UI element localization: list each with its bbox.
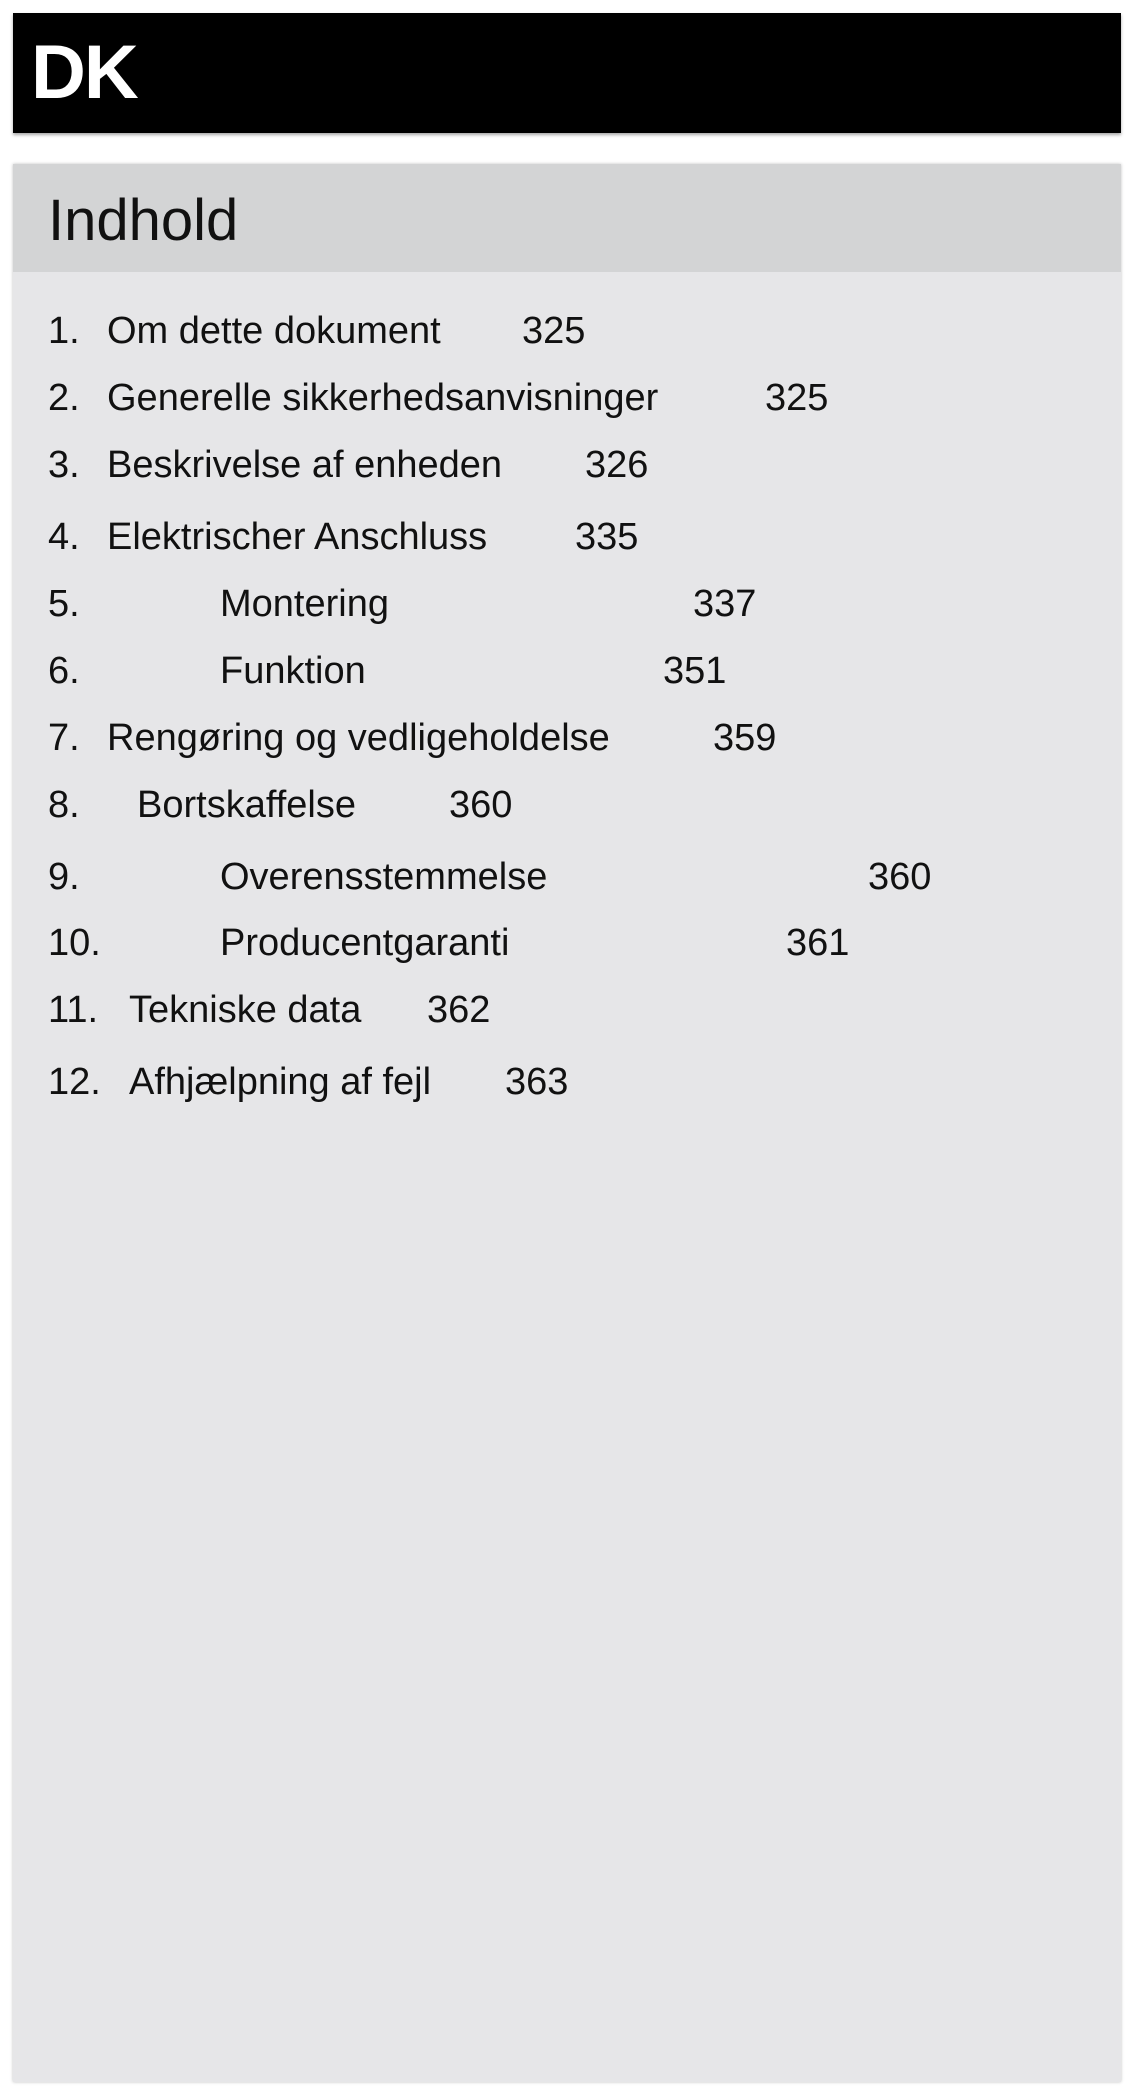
- toc-entry-label: Funktion: [220, 650, 366, 692]
- toc-entry-3[interactable]: [13, 440, 1121, 490]
- toc-entry-number: 4.: [48, 516, 80, 558]
- table-of-contents: [13, 164, 1121, 2082]
- toc-entry-number: 12.: [48, 1061, 101, 1103]
- toc-entry-number: 2.: [48, 377, 80, 419]
- toc-entry-label: Producentgaranti: [220, 922, 510, 964]
- toc-entry-number: 6.: [48, 650, 80, 692]
- toc-entry-page: 360: [868, 856, 932, 898]
- toc-entry-label: Generelle sikkerhedsanvisninger: [107, 377, 659, 419]
- toc-entry-label: Bortskaffelse: [137, 784, 356, 826]
- toc-entry-7[interactable]: [13, 713, 1121, 763]
- toc-entry-page: 361: [786, 922, 850, 964]
- contents-panel: [13, 164, 1121, 2082]
- toc-entry-page: 335: [575, 516, 639, 558]
- contents-title: Indhold: [48, 188, 239, 253]
- toc-entry-page: 359: [713, 717, 777, 759]
- toc-entry-2[interactable]: [13, 373, 1121, 423]
- toc-entry-4[interactable]: [13, 512, 1121, 562]
- toc-entry-10[interactable]: [13, 918, 1121, 968]
- toc-entry-1[interactable]: [13, 306, 1121, 356]
- toc-entry-label: Overensstemmelse: [220, 856, 548, 898]
- toc-entry-number: 7.: [48, 717, 80, 759]
- toc-entry-label: Tekniske data: [129, 989, 362, 1031]
- toc-entry-12[interactable]: [13, 1057, 1121, 1107]
- toc-entry-page: 325: [765, 377, 829, 419]
- toc-entry-number: 1.: [48, 310, 80, 352]
- toc-entry-label: Montering: [220, 583, 389, 625]
- language-header: [13, 13, 1121, 133]
- toc-entry-label: Beskrivelse af enheden: [107, 444, 503, 486]
- toc-entry-page: 363: [505, 1061, 569, 1103]
- toc-entry-11[interactable]: [13, 985, 1121, 1035]
- toc-entry-label: Afhjælpning af fejl: [129, 1061, 432, 1103]
- toc-entry-9[interactable]: [13, 852, 1121, 902]
- toc-entry-8[interactable]: [13, 780, 1121, 830]
- toc-entry-number: 11.: [48, 989, 99, 1031]
- toc-entry-label: Om dette dokument: [107, 310, 441, 352]
- toc-entry-number: 9.: [48, 856, 80, 898]
- toc-entry-page: 325: [522, 310, 586, 352]
- toc-entry-number: 10.: [48, 922, 101, 964]
- toc-entry-page: 337: [693, 583, 757, 625]
- toc-entry-6[interactable]: [13, 646, 1121, 696]
- toc-entry-number: 5.: [48, 583, 80, 625]
- toc-entry-page: 362: [427, 989, 491, 1031]
- toc-entry-number: 3.: [48, 444, 80, 486]
- language-code: DK: [31, 30, 137, 115]
- toc-entry-page: 326: [585, 444, 649, 486]
- toc-entry-label: Elektrischer Anschluss: [107, 516, 488, 558]
- toc-entry-page: 360: [449, 784, 513, 826]
- toc-entry-5[interactable]: [13, 579, 1121, 629]
- toc-entry-page: 351: [663, 650, 727, 692]
- toc-entry-label: Rengøring og vedligeholdelse: [107, 717, 610, 759]
- toc-entry-number: 8.: [48, 784, 80, 826]
